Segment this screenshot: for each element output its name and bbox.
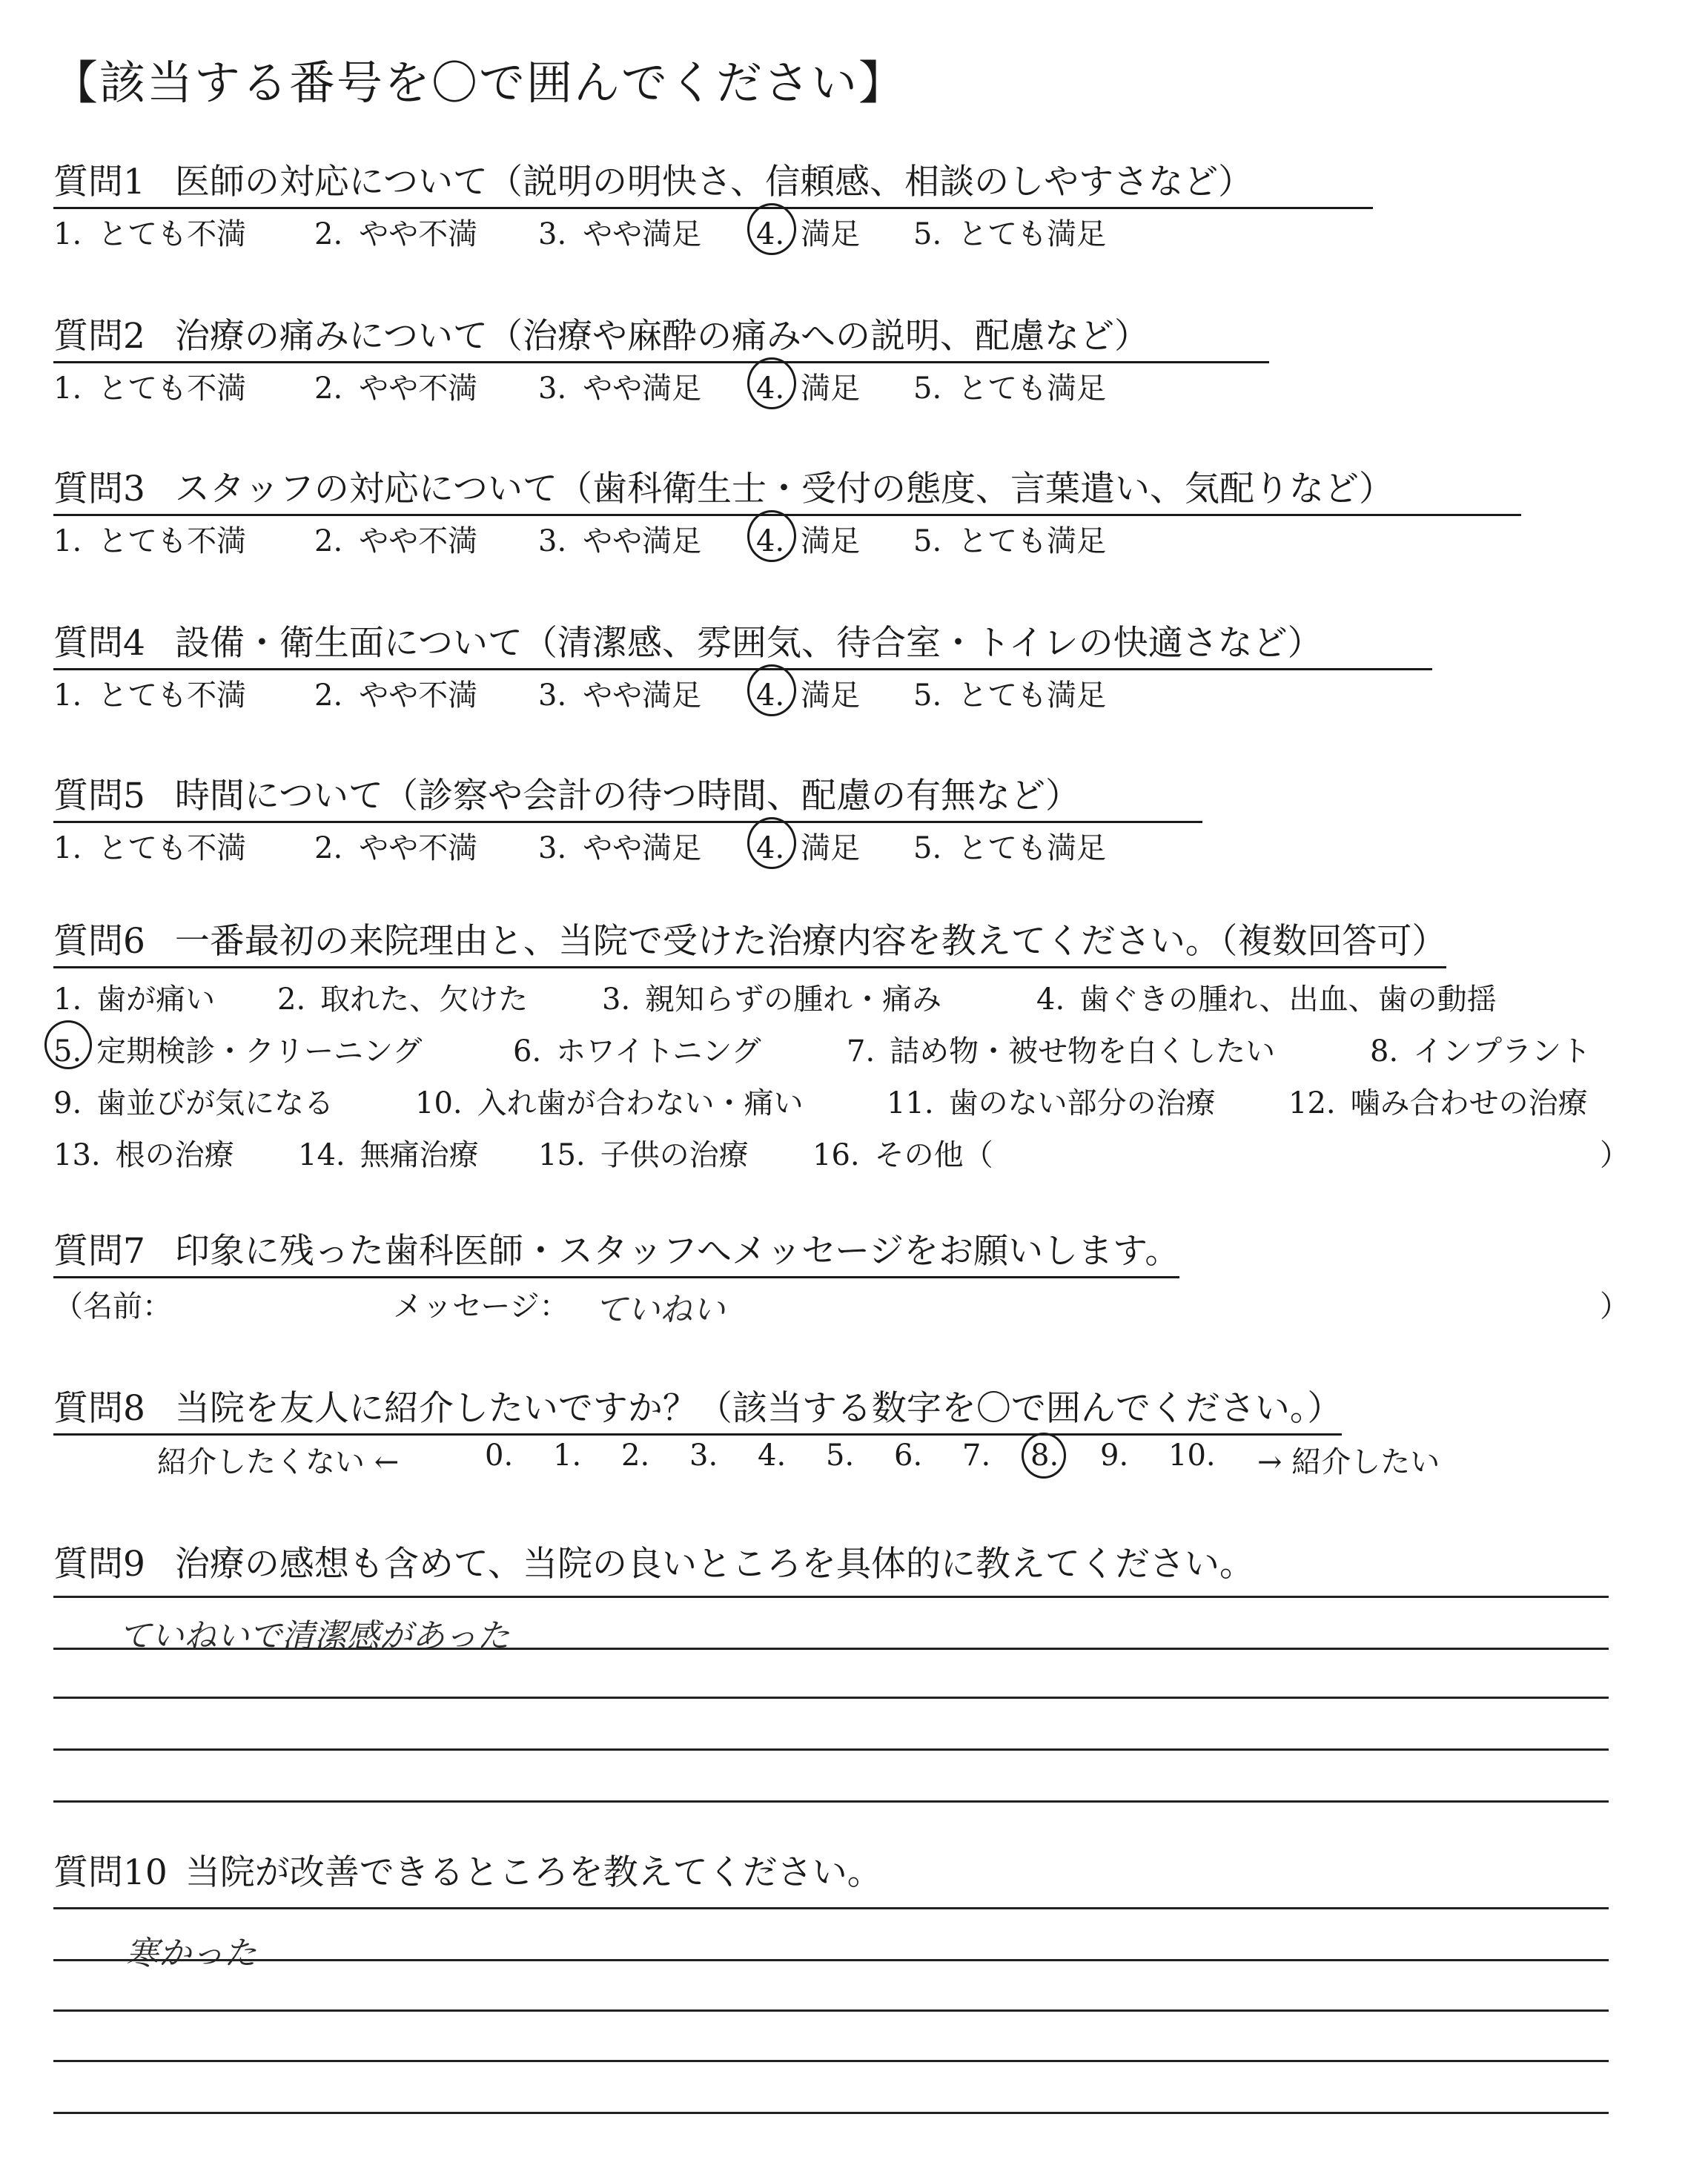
q6-option-2[interactable]: 2. 取れた、欠けた [277, 982, 529, 1017]
question-5-option-2[interactable]: 2. やや不満 [314, 831, 478, 865]
question-4-option-3[interactable]: 3. やや満足 [538, 678, 702, 713]
question-3-option-5[interactable]: 5. とても満足 [913, 524, 1107, 558]
q10-answer[interactable]: 寒かった [126, 1935, 256, 1972]
question-2-number: 質問2 [53, 316, 145, 357]
q10-answer-line [53, 1907, 1609, 1909]
question-3-number: 質問3 [53, 469, 145, 509]
q6-option-4[interactable]: 4. 歯ぐきの腫れ、出血、歯の動揺 [1036, 982, 1497, 1017]
q9-answer-line [53, 1800, 1609, 1803]
q6-option-14[interactable]: 14. 無痛治療 [298, 1138, 479, 1172]
question-3-selection-circle [747, 510, 796, 562]
q10-answer-line [53, 2009, 1609, 2012]
question-8-text: 当院を友人に紹介したいですか？（該当する数字を〇で囲んでください。） [174, 1388, 1343, 1429]
question-10-heading [53, 1845, 882, 1898]
q8-scale-8[interactable]: 8. [1030, 1439, 1059, 1473]
q7-name-label: （名前： [53, 1289, 172, 1324]
q6-option-12[interactable]: 12. 噛み合わせの治療 [1288, 1086, 1588, 1120]
question-10-number: 質問10 [53, 1852, 168, 1893]
q6-option-15[interactable]: 15. 子供の治療 [538, 1138, 749, 1172]
question-8-heading [53, 1381, 1342, 1436]
q9-answer-line [53, 1648, 1609, 1650]
question-5-option-1[interactable]: 1. とても不満 [53, 831, 247, 865]
q8-high-label: → 紹介したい [1257, 1445, 1440, 1479]
question-3-option-4[interactable]: 4. 満足 [756, 524, 861, 558]
question-5-option-3[interactable]: 3. やや満足 [538, 831, 702, 865]
question-5-selection-circle [747, 817, 796, 869]
q8-scale-6[interactable]: 6. [894, 1439, 923, 1473]
q8-scale-10[interactable]: 10. [1168, 1439, 1216, 1473]
question-2-option-2[interactable]: 2. やや不満 [314, 371, 478, 406]
q9-answer-line [53, 1596, 1609, 1598]
q7-response-line [53, 1283, 1629, 1329]
question-1-heading [53, 154, 1373, 209]
question-7-text: 印象に残った歯科医師・スタッフへメッセージをお願いします。 [174, 1231, 1180, 1272]
q8-scale-7[interactable]: 7. [962, 1439, 991, 1473]
q8-scale-0[interactable]: 0. [485, 1439, 514, 1473]
q7-message-value[interactable]: ていねい [595, 1291, 725, 1329]
q8-scale-3[interactable]: 3. [689, 1439, 718, 1473]
question-4-option-1[interactable]: 1. とても不満 [53, 678, 247, 713]
question-5-option-4[interactable]: 4. 満足 [756, 831, 861, 865]
question-8-number: 質問8 [53, 1388, 145, 1429]
q6-options-row-4 [53, 1132, 1629, 1173]
question-4-option-4[interactable]: 4. 満足 [756, 678, 861, 713]
q6-option-8[interactable]: 8. インプラント [1370, 1034, 1592, 1069]
q9-answer[interactable]: ていねいで清潔感があった [119, 1617, 510, 1655]
q8-scale-2[interactable]: 2. [621, 1439, 650, 1473]
q7-message-label: メッセージ： [393, 1289, 569, 1324]
question-2-heading [53, 308, 1269, 363]
question-2-selection-circle [747, 357, 796, 409]
question-4-number: 質問4 [53, 623, 145, 664]
question-9-text: 治療の感想も含めて、当院の良いところを具体的に教えてください。 [174, 1544, 1254, 1585]
question-6-number: 質問6 [53, 921, 145, 962]
question-1-text: 医師の対応について（説明の明快さ、信頼感、相談のしやすさなど） [174, 162, 1254, 202]
question-3-option-3[interactable]: 3. やや満足 [538, 524, 702, 558]
question-3-option-2[interactable]: 2. やや不満 [314, 524, 478, 558]
q6-option-13[interactable]: 13. 根の治療 [53, 1138, 234, 1172]
question-9-number: 質問9 [53, 1544, 145, 1585]
q6-option-11[interactable]: 11. 歯のない部分の治療 [887, 1086, 1216, 1120]
question-5-text: 時間について（診察や会計の待つ時間、配慮の有無など） [174, 776, 1080, 816]
question-2-option-4[interactable]: 4. 満足 [756, 371, 861, 406]
q8-low-label: 紹介したくない ← [157, 1445, 400, 1479]
question-5-number: 質問5 [53, 776, 145, 816]
question-2-option-3[interactable]: 3. やや満足 [538, 371, 702, 406]
question-1-option-2[interactable]: 2. やや不満 [314, 217, 478, 251]
question-1-option-4[interactable]: 4. 満足 [756, 217, 861, 251]
question-3-heading [53, 461, 1521, 516]
q6-option-9[interactable]: 9. 歯並びが気になる [53, 1086, 334, 1120]
question-1-option-5[interactable]: 5. とても満足 [913, 217, 1107, 251]
question-4-selection-circle [747, 664, 796, 716]
question-5-heading [53, 768, 1202, 823]
q6-option-6[interactable]: 6. ホワイトニング [513, 1034, 761, 1069]
q10-answer-line [53, 2060, 1609, 2062]
question-2-text: 治療の痛みについて（治療や麻酔の痛みへの説明、配慮など） [174, 316, 1150, 357]
question-5-option-5[interactable]: 5. とても満足 [913, 831, 1107, 865]
question-1-selection-circle [747, 203, 796, 255]
question-2-option-5[interactable]: 5. とても満足 [913, 371, 1107, 406]
q7-close-paren: ） [1600, 1289, 1629, 1324]
question-7-heading [53, 1223, 1179, 1278]
page-title: 【該当する番号を〇で囲んでください】 [52, 56, 907, 110]
question-3-text: スタッフの対応について（歯科衛生士・受付の態度、言葉遣い、気配りなど） [174, 469, 1394, 509]
q8-scale-5[interactable]: 5. [826, 1439, 855, 1473]
question-4-option-2[interactable]: 2. やや不満 [314, 678, 478, 713]
question-4-option-5[interactable]: 5. とても満足 [913, 678, 1107, 713]
q6-option-16[interactable]: 16. その他（ [812, 1138, 993, 1172]
q6-option-7[interactable]: 7. 詰め物・被せ物を白くしたい [847, 1034, 1276, 1069]
question-6-text: 一番最初の来院理由と、当院で受けた治療内容を教えてください。（複数回答可） [174, 921, 1447, 962]
question-4-heading [53, 615, 1432, 670]
question-3-option-1[interactable]: 1. とても不満 [53, 524, 247, 558]
question-1-number: 質問1 [53, 162, 145, 202]
question-9-heading [53, 1536, 1254, 1589]
q6-option-10[interactable]: 10. 入れ歯が合わない・痛い [415, 1086, 804, 1120]
q9-answer-line [53, 1748, 1609, 1751]
q6-selection-circle [44, 1020, 92, 1069]
q8-scale-1[interactable]: 1. [553, 1439, 582, 1473]
question-1-option-3[interactable]: 3. やや満足 [538, 217, 702, 251]
q10-answer-line [53, 1959, 1609, 1961]
q9-answer-line [53, 1697, 1609, 1699]
question-7-number: 質問7 [53, 1231, 145, 1272]
question-10-text: 当院が改善できるところを教えてください。 [185, 1852, 882, 1893]
q6-option-3[interactable]: 3. 親知らずの腫れ・痛み [602, 982, 942, 1017]
q8-scale-4[interactable]: 4. [758, 1439, 787, 1473]
q10-answer-line [53, 2112, 1609, 2114]
question-2-option-1[interactable]: 1. とても不満 [53, 371, 247, 406]
q6-option-1[interactable]: 1. 歯が痛い [53, 982, 216, 1017]
q6-option-5[interactable]: 5. 定期検診・クリーニング [53, 1034, 423, 1069]
q6-other-close: ） [1600, 1138, 1629, 1172]
q8-selection-circle [1022, 1433, 1066, 1479]
question-4-text: 設備・衛生面について（清潔感、雰囲気、待合室・トイレの快適さなど） [174, 623, 1323, 664]
q8-scale-9[interactable]: 9. [1100, 1439, 1129, 1473]
question-1-option-1[interactable]: 1. とても不満 [53, 217, 247, 251]
question-6-heading [53, 914, 1446, 968]
